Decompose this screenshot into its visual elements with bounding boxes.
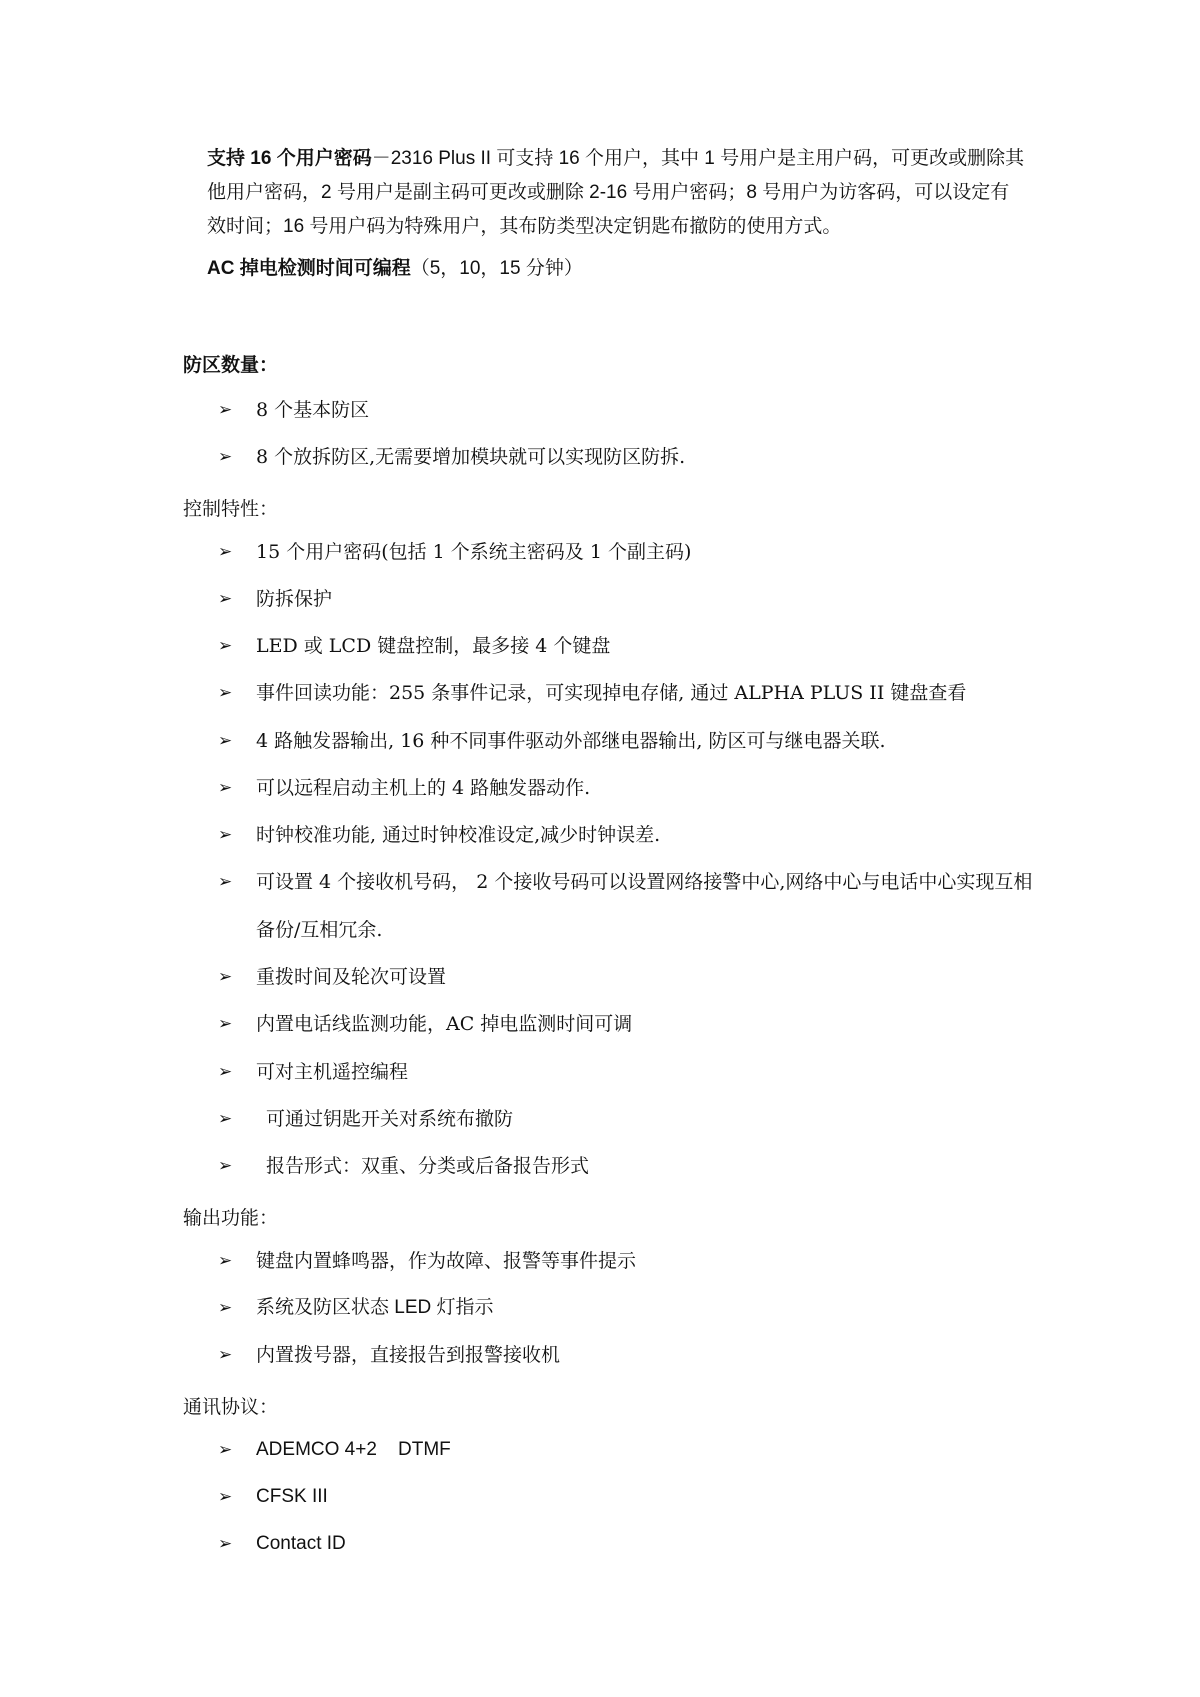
- bullet-arrow-icon: ➢: [218, 778, 233, 798]
- bullet-arrow-icon: ➢: [218, 683, 233, 703]
- bullet-arrow-icon: ➢: [218, 967, 233, 987]
- bullet-arrow-icon: ➢: [218, 731, 233, 751]
- bullet-arrow-icon: ➢: [218, 1345, 233, 1365]
- intro-bold-lead: 支持 16 个用户密码: [207, 148, 372, 169]
- bullet-arrow-icon: ➢: [218, 1109, 233, 1129]
- section-title-protocol: 通讯协议：: [183, 1396, 279, 1418]
- bullet-arrow-icon: ➢: [218, 1487, 233, 1507]
- bullet-arrow-icon: ➢: [218, 400, 233, 420]
- section-title-zones: 防区数量：: [183, 355, 279, 376]
- bullet-arrow-icon: ➢: [218, 542, 233, 562]
- bullet-arrow-icon: ➢: [218, 825, 233, 845]
- document-page: 支持 16 个用户密码－2316 Plus II 可支持 16 个用户，其中 1 号用户是主用户码，可更改或删除其他用户密码，2 号用户是副主码可更改或删除 2-16 号用户密码；8 号用户为访客码，可以设定有效时间；16 号用户码为特殊用户，其布防类型决定钥匙布撤防的使用方式。 AC 掉电检测时间可编程（5，10，15 分钟） 防区数量： ➢ 8 个基本防区 ➢ 8 个放拆防区,无需要增加模块就可以实现防区防拆. 控制特性： ➢ 15 个用户密码(包括 1 个系统主密码及 1 个副主码) ➢ 防拆保护 ➢ LED 或 LCD 键盘控制，最多接 4 个键盘 ➢ 事件回读功能：255 条事件记录，可实现掉电存储, 通过 ALPHA PLUS II 键盘查看 ➢ 4 路触发器输出, 16 种不同事件驱动外部继电器输出, 防区可与继电器关联. ➢ 可以远程启动主机上的 4 路触发器动作. ➢ 时钟校准功能, 通过时钟校准设定,减少时钟误差. ➢ 可设置 4 个接收机号码， 2 个接收号码可以设置网络接警中心,网络中心与电话中心实现互相备份/互相冗余. ➢ 重拨时间及轮次可设置 ➢ 内置电话线监测功能，AC 掉电监测时间可调 ➢ 可对主机遥控编程 ➢ 可通过钥匙开关对系统布撤防 ➢ 报告形式：双重、分类或后备报告形式 输出功能： ➢ 键盘内置蜂鸣器，作为故障、报警等事件提示 ➢ 系统及防区状态 LED 灯指示 ➢ 内置拨号器，直接报告到报警接收机 通讯协议： ➢ ADEMCO 4+2 DTMF ➢ CFSK III ➢ Contact ID: [0, 0, 1200, 1697]
- section-title-output: 输出功能：: [183, 1207, 279, 1229]
- bullet-arrow-icon: ➢: [218, 447, 233, 467]
- bullet-arrow-icon: ➢: [218, 872, 233, 892]
- intro-paragraph-ac: [207, 252, 1027, 286]
- bullet-arrow-icon: ➢: [218, 1251, 233, 1271]
- intro-bold-lead: AC 掉电检测时间可编程: [207, 258, 411, 279]
- intro-body-text: （5，10，15 分钟）: [410, 258, 583, 279]
- bullet-arrow-icon: ➢: [218, 1156, 233, 1176]
- bullet-arrow-icon: ➢: [218, 636, 233, 656]
- intro-paragraph-user-codes: [207, 142, 1027, 244]
- bullet-arrow-icon: ➢: [218, 1298, 233, 1318]
- intro-body-text: －2316 Plus II 可支持 16 个用户，其中 1 号用户是主用户码，可更改或删除其他用户密码，2 号用户是副主码可更改或删除 2-16 号用户密码；8 号用户为访客码，可以设定有效时间；16 号用户码为特殊用户，其布防类型决定钥匙布撤防的使用方式。: [207, 148, 1025, 237]
- bullet-arrow-icon: ➢: [218, 1534, 233, 1554]
- bullet-arrow-icon: ➢: [218, 589, 233, 609]
- section-title-control: 控制特性：: [183, 498, 279, 520]
- bullet-arrow-icon: ➢: [218, 1062, 233, 1082]
- bullet-arrow-icon: ➢: [218, 1014, 233, 1034]
- bullet-arrow-icon: ➢: [218, 1440, 233, 1460]
